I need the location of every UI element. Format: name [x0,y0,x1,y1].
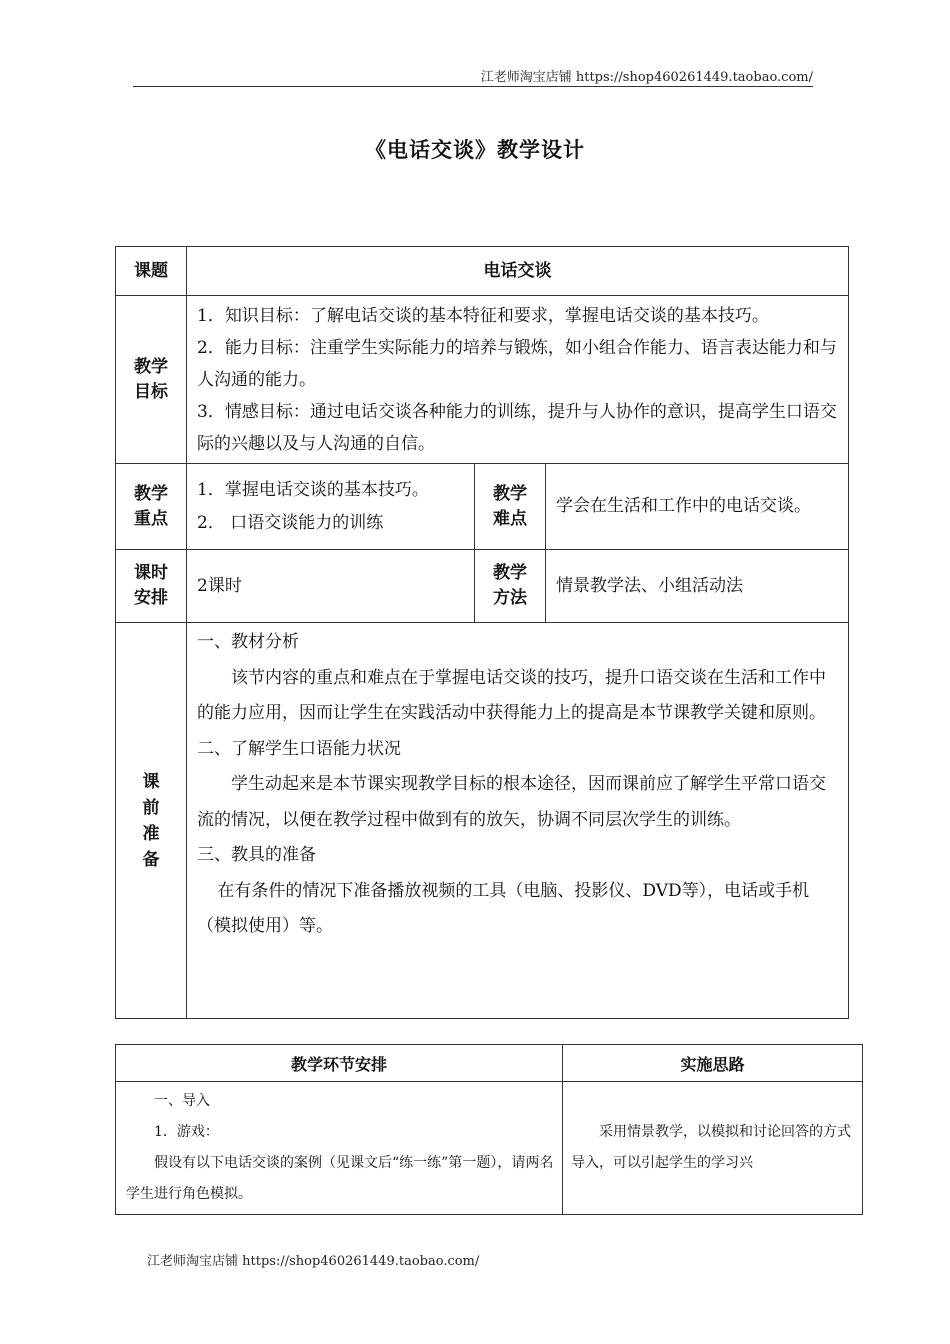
method-label: 教学 方法 [475,550,546,623]
approach-text: 采用情景教学，以模拟和讨论回答的方式导入，可以引起学生的学习兴 [571,1124,851,1171]
goals-cell [187,296,849,464]
prep-paragraph-tools: 在有条件的情况下准备播放视频的工具（电脑、投影仪、DVD等），电话或手机（模拟使用）等。 [197,880,810,936]
process-header: 教学环节安排 [116,1045,563,1082]
page-footer: 江老师淘宝店铺 https://shop460261449.taobao.com/ [147,1254,480,1269]
key-points-cell [187,464,475,550]
process-cell [116,1082,563,1215]
prep-paragraph-materials: 该节内容的重点和难点在于掌握电话交谈的技巧，提升口语交谈在生活和工作中的能力应用，因而让学生在实践活动中获得能力上的提高是本节课教学关键和原则。 [197,667,826,723]
header-divider [133,86,813,87]
page-header: 江老师淘宝店铺 https://shop460261449.taobao.com/ [480,70,813,85]
goal-ability: 2．能力目标：注重学生实际能力的培养与锻炼，如小组合作能力、语言表达能力和与人沟通的能力。 [197,337,837,390]
goals-label: 教学 目标 [116,296,187,464]
key-point-item: 2． 口语交谈能力的训练 [197,512,384,533]
prep-heading-students: 二、了解学生口语能力状况 [197,738,401,759]
prep-paragraph-students: 学生动起来是本节课实现教学目标的根本途径，因而课前应了解学生平常口语交流的情况，以便在教学过程中做到有的放矢，协调不同层次学生的训练。 [197,774,826,830]
prep-heading-tools: 三、教具的准备 [197,845,316,865]
goal-knowledge: 1．知识目标：了解电话交谈的基本特征和要求，掌握电话交谈的基本技巧。 [197,305,769,326]
difficulty-label: 教学 难点 [475,464,546,550]
prep-label: 课 前 准 备 [116,623,187,1019]
hours-value: 2课时 [187,550,475,623]
method-value: 情景教学法、小组活动法 [546,550,849,623]
approach-cell [563,1082,863,1215]
topic-value: 电话交谈 [187,247,849,296]
difficulty-value: 学会在生活和工作中的电话交谈。 [546,464,849,550]
prep-heading-materials: 一、教材分析 [197,632,299,652]
key-points-label: 教学 重点 [116,464,187,550]
process-step-heading: 一、导入 [154,1093,210,1109]
document-title: 《电话交谈》教学设计 [365,138,585,162]
goal-emotion: 3．情感目标：通过电话交谈各种能力的训练，提升与人协作的意识，提高学生口语交际的兴趣以及与人沟通的自信。 [197,401,837,454]
process-step-desc: 假设有以下电话交谈的案例（见课文后“练一练”第一题），请两名学生进行角色模拟。 [126,1155,554,1202]
prep-cell [187,623,849,1019]
approach-header: 实施思路 [563,1045,863,1082]
hours-label: 课时 安排 [116,550,187,623]
process-step-game: 1．游戏： [154,1124,219,1140]
lesson-info-table [115,246,849,1019]
key-point-item: 1．掌握电话交谈的基本技巧。 [197,479,429,500]
teaching-process-table [115,1044,863,1215]
topic-label: 课题 [116,247,187,296]
